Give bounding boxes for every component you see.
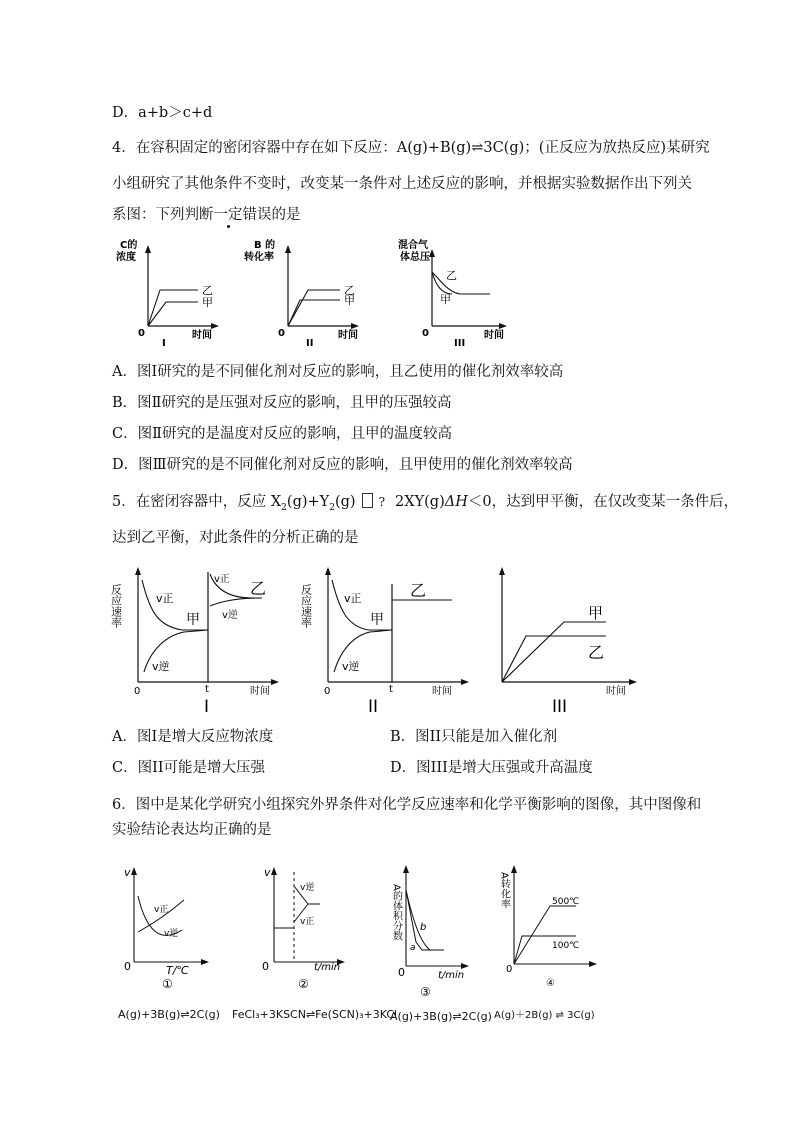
q4-stem-text-tail: ；(正反应为放热反应)某研究	[524, 140, 710, 156]
q4-figure-2	[244, 236, 372, 348]
q5-eq-part-2: (g)	[334, 494, 356, 510]
fig3-roman: III	[454, 338, 466, 349]
q4-stem3-pre: 系图：下列判断	[112, 207, 214, 223]
q5-stem-line2: 达到乙平衡，对此条件的分析正确的是	[112, 530, 359, 546]
q6-f2-number: ②	[298, 977, 309, 991]
fig1-origin: 0	[138, 328, 145, 339]
fig2-ylabel-2: 转化率	[244, 252, 274, 263]
q6-f2-origin: 0	[262, 960, 269, 973]
q5-figII-xlabel: 时间	[432, 686, 452, 697]
q5-eq-part: (g)+Y	[286, 494, 330, 510]
q6-f2-v-forward: v正	[300, 917, 315, 927]
q5-figII-roman: II	[368, 697, 379, 717]
q5-figIII-xlabel: 时间	[606, 686, 626, 697]
q6-f1-v: v	[124, 866, 131, 879]
fig3-series-yi: 乙	[446, 269, 457, 282]
q5-option-c: C．图II可能是增大压强	[112, 760, 266, 776]
q5-figure-III	[496, 566, 646, 716]
q6-f2-v: v	[264, 866, 271, 879]
q6-f3-equation: A(g)+3B(g)⇌2C(g)	[390, 1010, 492, 1023]
q6-f4-number: ④	[546, 978, 555, 989]
q6-stem-line1: 6．图中是某化学研究小组探究外界条件对化学反应速率和化学平衡影响的图像，其中图像和	[112, 797, 702, 813]
q4-figure-3	[398, 236, 518, 348]
q5-stem-line1	[112, 492, 738, 518]
q5-figI-xlabel: 时间	[250, 686, 270, 697]
q4-stem-line2: 小组研究了其他条件不变时，改变某一条件对上述反应的影响，并根据实验数据作出下列关	[112, 176, 692, 192]
q5-figure-II	[299, 566, 472, 717]
q3-option-d: D．a+b＞c+d	[112, 105, 213, 121]
q6-f3-ylabel: A的体积分数	[390, 884, 402, 941]
q6-f1-origin: 0	[124, 960, 131, 973]
q4-stem3-post: 错误的是	[242, 207, 301, 223]
q6-figure-4	[496, 854, 616, 994]
q5-delta-h: ΔH	[444, 494, 468, 510]
fig2-xlabel: 时间	[338, 330, 358, 341]
q5-figIII-roman: III	[552, 697, 568, 717]
q5-eq-product: 2XY(g)	[395, 494, 445, 510]
fig1-xlabel: 时间	[192, 330, 212, 341]
missing-glyph-q: ?	[378, 495, 386, 509]
q4-option-d: D．图Ⅲ研究的是不同催化剂对反应的影响，且甲使用的催化剂效率较高	[112, 457, 573, 473]
fig2-series-yi: 乙	[344, 284, 355, 297]
q5-figI-v-reverse-2: v逆	[222, 610, 238, 621]
q6-f4-ylabel: A转化率	[498, 872, 510, 909]
q6-figure-1	[116, 860, 226, 990]
q6-f1-xlabel: T/℃	[166, 964, 189, 977]
fig1-series-yi: 乙	[202, 284, 213, 297]
q4-stem-text: 4．在容积固定的密闭容器中存在如下反应：	[112, 140, 397, 156]
q5-figI-origin: 0	[134, 686, 141, 697]
q6-f2-v-reverse: v逆	[300, 883, 315, 893]
q6-f1-number: ①	[162, 977, 173, 991]
q6-f2-equation: FeCl₃+3KSCN⇌Fe(SCN)₃+3KCl	[232, 1008, 398, 1021]
missing-glyph-box	[362, 493, 373, 508]
q5-figI-v-reverse: v逆	[152, 660, 170, 673]
fig1-roman: I	[162, 338, 166, 349]
fig1-ylabel-1: C的	[120, 240, 138, 251]
q5-sub-2: 2	[329, 502, 335, 513]
fig2-roman: II	[306, 338, 314, 349]
q5-option-d: D．图III是增大压强或升高温度	[390, 760, 593, 776]
q6-f3-number: ③	[420, 985, 431, 999]
fig2-origin: 0	[278, 328, 285, 339]
q6-f4-100c: 100℃	[552, 941, 580, 951]
fig3-origin: 0	[422, 328, 429, 339]
q5-figII-origin: 0	[324, 686, 331, 697]
q6-stem-line2: 实验结论表达均正确的是	[112, 822, 272, 838]
q5-figII-ylabel: 反应速率	[299, 584, 313, 628]
q5-figII-t: t	[389, 684, 393, 695]
q5-option-a: A．图I是增大反应物浓度	[112, 729, 274, 745]
fig3-ylabel-2: 体总压	[400, 252, 430, 263]
q4-emphasis: 一定	[213, 207, 243, 223]
q5-figure-I	[109, 566, 282, 717]
q5-figI-yi: 乙	[250, 579, 267, 598]
q6-f3-a: a	[410, 943, 416, 953]
fig1-ylabel-2: 浓度	[116, 252, 136, 263]
q4-figure-1	[110, 236, 230, 348]
q6-figure-2	[258, 860, 368, 990]
q6-f4-equation: A(g)＋2B(g) ⇌ 3C(g)	[494, 1010, 595, 1021]
q5-figII-jia: 甲	[370, 612, 384, 628]
q6-f3-b: b	[420, 922, 427, 933]
q4-option-b: B．图Ⅱ研究的是压强对反应的影响，且甲的压强较高	[112, 395, 452, 411]
q5-figI-t: t	[205, 684, 209, 695]
q5-figI-ylabel: 反应速率	[109, 584, 123, 628]
q5-figI-roman: I	[204, 697, 210, 717]
q4-option-a: A．图I研究的是不同催化剂对反应的影响，且乙使用的催化剂效率较高	[112, 364, 564, 380]
q5-figII-v-reverse: v逆	[342, 660, 360, 673]
fig2-ylabel-1: B 的	[254, 240, 276, 251]
q6-f1-equation: A(g)+3B(g)⇌2C(g)	[118, 1008, 220, 1021]
q5-stem-post: ＜0，达到甲平衡，在仅改变某一条件后，	[467, 494, 739, 510]
q5-figI-v-forward: v正	[156, 592, 174, 605]
q6-f4-origin: 0	[506, 964, 513, 975]
q4-stem-line3	[112, 205, 301, 225]
q6-f1-v-forward: v正	[154, 905, 169, 915]
q6-f3-origin: 0	[398, 966, 405, 979]
fig1-series-jia: 甲	[202, 296, 213, 309]
q5-option-b: B．图II只能是加入催化剂	[390, 729, 558, 745]
q5-figIII-yi: 乙	[588, 643, 605, 662]
q4-stem-line1	[112, 138, 710, 158]
q5-stem-pre: 5．在密闭容器中，反应 X	[112, 494, 282, 510]
q5-figII-yi: 乙	[410, 581, 427, 600]
q6-f3-xlabel: t/min	[438, 970, 465, 981]
q5-figII-v-forward: v正	[344, 592, 362, 605]
q5-figI-jia: 甲	[186, 612, 200, 628]
fig3-series-jia: 甲	[440, 293, 451, 306]
q6-f2-xlabel: t/min	[314, 962, 341, 973]
q6-figure-3	[386, 858, 476, 998]
q4-equation: A(g)+B(g)⇌3C(g)	[396, 140, 525, 156]
fig3-xlabel: 时间	[484, 330, 504, 341]
fig3-ylabel-1: 混合气	[398, 240, 428, 251]
q6-f4-500c: 500℃	[552, 897, 580, 907]
q6-f1-v-reverse: v逆	[164, 929, 179, 939]
q5-sub-1: 2	[281, 502, 287, 513]
fig2-series-jia: 甲	[344, 294, 355, 307]
q5-figIII-jia: 甲	[588, 604, 604, 622]
q4-option-c: C．图Ⅱ研究的是温度对反应的影响，且甲的温度较高	[112, 426, 452, 442]
q5-figI-v-forward-2: v正	[214, 574, 230, 585]
